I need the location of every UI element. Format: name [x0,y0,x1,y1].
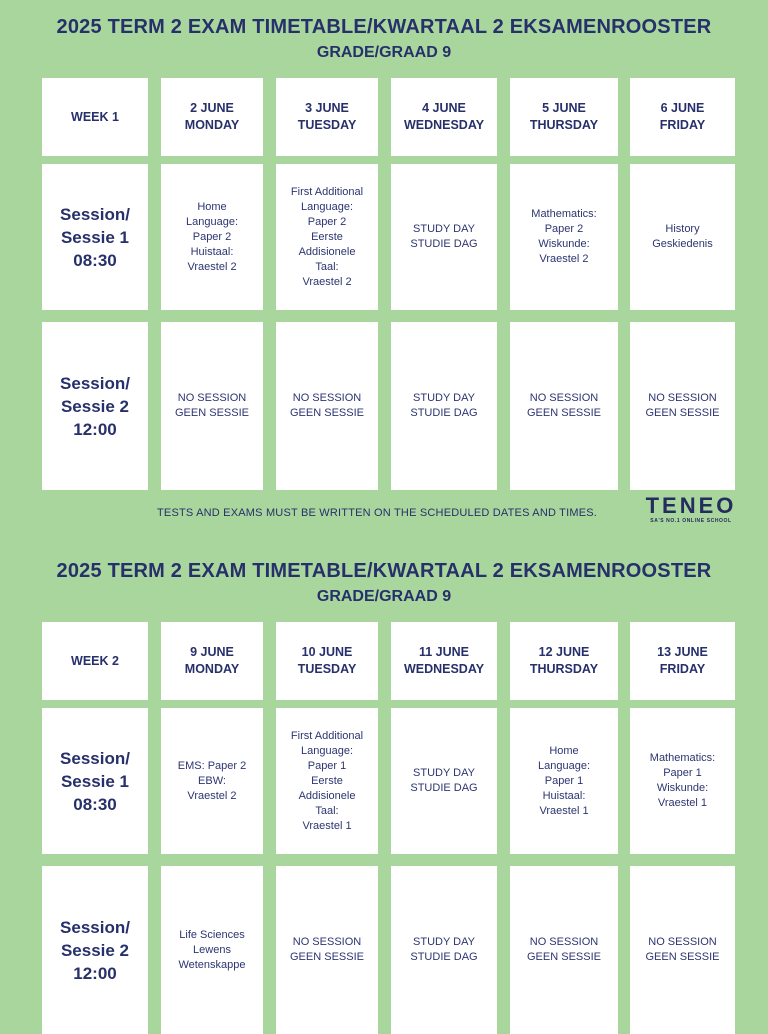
cell-text-line: Home [549,744,579,757]
day-date: 10 JUNE [301,645,353,659]
session-label-cell [42,322,148,490]
exam-slot-cell [510,322,618,490]
cell-text-line: GEEN SESSIE [290,951,364,963]
day-name: TUESDAY [297,118,357,132]
cell-text-line: 12:00 [73,963,117,983]
cell-text-line: GEEN SESSIE [527,407,601,419]
day-name: WEDNESDAY [403,118,485,132]
cell-text-line: STUDIE DAG [410,407,478,419]
exam-slot-cell [510,866,618,1034]
cell-text-line: STUDIE DAG [410,238,478,250]
cell-text-line: Wiskunde: [656,782,709,794]
day-date: 9 JUNE [190,645,234,659]
day-header-cell [276,622,378,700]
day-date: 3 JUNE [305,101,349,115]
cell-text-line: Paper 2 [307,215,347,228]
cell-text-line: Vraestel 2 [539,253,589,265]
cell-text-line: Sessie 1 [60,227,130,247]
exam-slot-cell [161,708,263,854]
cell-text-line: Session/ [60,748,130,768]
cell-text-line: NO SESSION [529,936,599,948]
page-title: 2025 TERM 2 EXAM TIMETABLE/KWARTAAL 2 EKSAMENROOSTER [56,16,712,38]
cell-text-line: STUDY DAY [413,936,475,948]
day-date: 12 JUNE [538,645,590,659]
day-header-cell [510,78,618,156]
day-header-cell [391,622,497,700]
cell-text-line: EMS: Paper 2 [177,759,247,772]
cell-text-line: STUDIE DAG [410,951,478,963]
week-label-cell [42,622,148,700]
cell-text-line: STUDY DAY [413,392,475,404]
exam-slot-cell [161,322,263,490]
footer-note: TESTS AND EXAMS MUST BE WRITTEN ON THE SCHEDULED DATES AND TIMES. [157,507,598,519]
day-header-cell [630,622,735,700]
cell-text-line: Vraestel 1 [539,804,589,817]
cell-text-line: Huistaal: [542,789,586,802]
day-name: THURSDAY [529,662,599,676]
session-label-cell [42,866,148,1034]
cell-text-line: 12:00 [73,419,117,439]
cell-text-line: NO SESSION [292,392,362,404]
day-name: TUESDAY [297,662,357,676]
page-subtitle: GRADE/GRAAD 9 [316,588,452,605]
cell-text-line: Vraestel 1 [302,819,352,832]
cell-text-line: NO SESSION [648,392,717,404]
day-name: MONDAY [184,662,240,676]
day-date: 6 JUNE [660,101,705,115]
day-date: 4 JUNE [422,101,466,115]
cell-text-line: NO SESSION [648,936,717,948]
cell-text-line: History [665,223,700,235]
day-header-cell [161,78,263,156]
day-header-cell [391,78,497,156]
cell-text-line: Language: [186,215,238,228]
exam-slot-cell [630,164,735,310]
cell-text-line: Life Sciences [179,928,245,941]
week-label-cell [42,78,148,156]
exam-slot-cell [276,322,378,490]
cell-text-line: Session/ [60,373,130,393]
cell-text-line: Paper 1 [307,759,347,772]
cell-text-line: First Additional [290,729,364,742]
cell-text-line: Language: [301,200,353,213]
cell-text-line: Taal: [315,804,339,817]
cell-text-line: Vraestel 2 [187,260,237,273]
cell-text-line: EBW: [198,774,226,787]
teneo-logo [641,494,741,524]
cell-text-line: STUDY DAY [413,223,475,235]
cell-text-line: Mathematics: [649,752,716,764]
exam-slot-cell [276,164,378,310]
day-header-cell [276,78,378,156]
cell-text-line: Language: [538,759,590,772]
exam-slot-cell [391,164,497,310]
exam-slot-cell [391,708,497,854]
cell-text-line: Wiskunde: [538,238,590,250]
exam-slot-cell [391,866,497,1034]
exam-slot-cell [161,164,263,310]
week-label: WEEK 1 [71,109,119,124]
exam-slot-cell [630,866,735,1034]
day-name: WEDNESDAY [403,662,485,676]
cell-text-line: Vraestel 2 [302,275,352,288]
exam-slot-cell [276,866,378,1034]
cell-text-line: Mathematics: [531,208,597,220]
day-date: 11 JUNE [418,645,469,659]
cell-text-line: NO SESSION [292,936,362,948]
cell-text-line: Paper 1 [544,774,584,787]
cell-text-line: Addisionele [298,245,356,258]
cell-text-line: GEEN SESSIE [645,407,720,419]
cell-text-line: Paper 1 [663,767,702,779]
cell-text-line: Sessie 1 [60,771,130,791]
exam-slot-cell [510,164,618,310]
day-date: 2 JUNE [190,101,234,115]
cell-text-line: STUDIE DAG [410,782,478,794]
page-subtitle: GRADE/GRAAD 9 [316,44,452,61]
cell-text-line: 08:30 [73,794,117,814]
day-name: MONDAY [184,118,240,132]
day-date: 5 JUNE [542,101,586,115]
cell-text-line: Vraestel 1 [657,797,708,809]
day-name: FRIDAY [659,662,706,676]
cell-text-line: First Additional [290,185,364,198]
exam-slot-cell [630,708,735,854]
cell-text-line: GEEN SESSIE [290,407,364,419]
cell-text-line: Paper 2 [192,230,232,243]
page-title: 2025 TERM 2 EXAM TIMETABLE/KWARTAAL 2 EKSAMENROOSTER [56,560,712,582]
cell-text-line: Taal: [315,260,339,273]
exam-slot-cell [276,708,378,854]
day-name: THURSDAY [529,118,599,132]
exam-slot-cell [510,708,618,854]
cell-text-line: Vraestel 2 [187,789,237,802]
cell-text-line: GEEN SESSIE [645,951,720,963]
cell-text-line: Session/ [60,917,130,937]
cell-text-line: Lewens [193,943,231,956]
cell-text-line: Sessie 2 [60,940,130,960]
day-date: 13 JUNE [657,645,708,659]
day-name: FRIDAY [659,118,706,132]
cell-text-line: NO SESSION [529,392,599,404]
cell-text-line: NO SESSION [177,392,247,404]
day-header-cell [630,78,735,156]
timetable-week-2 [0,544,768,1024]
cell-text-line: GEEN SESSIE [175,407,249,419]
session-label-cell [42,708,148,854]
exam-slot-cell [161,866,263,1034]
cell-text-line: Sessie 2 [60,396,130,416]
day-header-cell [161,622,263,700]
cell-text-line: Session/ [60,204,130,224]
week-label: WEEK 2 [71,653,119,668]
logo-wordmark: TENEO [645,493,737,518]
cell-text-line: Huistaal: [190,245,234,258]
logo-tagline: SA'S NO.1 ONLINE SCHOOL [650,518,732,524]
cell-text-line: Language: [301,744,353,757]
exam-slot-cell [630,322,735,490]
cell-text-line: Wetenskappe [178,958,246,971]
cell-text-line: GEEN SESSIE [527,951,601,963]
cell-text-line: Eerste [311,774,343,787]
cell-text-line: STUDY DAY [413,767,475,779]
exam-slot-cell [391,322,497,490]
cell-text-line: Eerste [311,230,343,243]
cell-text-line: Paper 2 [544,223,584,235]
cell-text-line: Addisionele [298,789,356,802]
cell-text-line: Geskiedenis [652,238,713,250]
cell-text-line: 08:30 [73,250,117,270]
session-label-cell [42,164,148,310]
cell-text-line: Home [197,200,227,213]
day-header-cell [510,622,618,700]
